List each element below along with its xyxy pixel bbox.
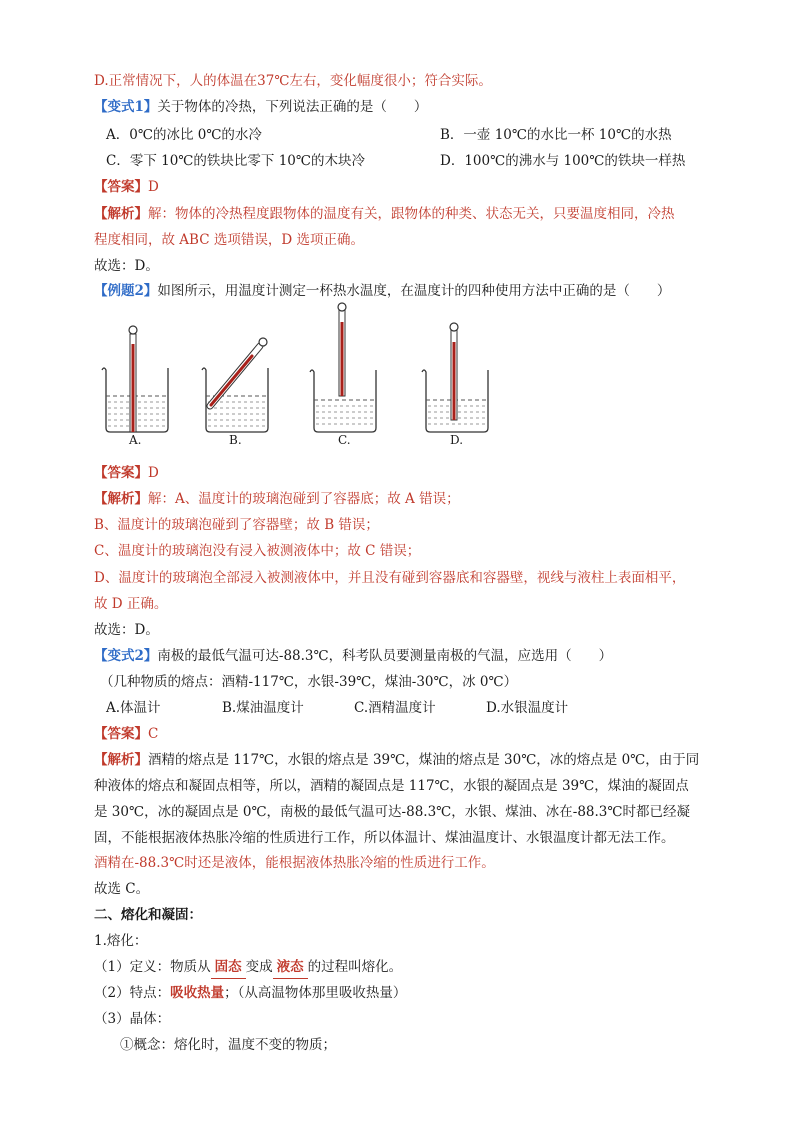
bianshi1-conclusion: 故选：D。 bbox=[94, 258, 159, 274]
bianshi2-question bbox=[94, 645, 612, 667]
feature-red: 吸收热量 bbox=[170, 985, 225, 1001]
liti2-question bbox=[94, 280, 670, 302]
prev-analysis-d-text: D.正常情况下，人的体温在 bbox=[94, 73, 258, 89]
bianshi1-tag: 【变式1】 bbox=[94, 99, 158, 115]
bianshi1-question-text: 关于物体的冷热，下列说法正确的是（ ） bbox=[157, 99, 428, 115]
label-d: D. bbox=[450, 433, 464, 447]
definition-pre: （1）定义：物质从 bbox=[94, 959, 211, 975]
bianshi1-question bbox=[94, 96, 427, 118]
bianshi2-question-text: 南极的最低气温可达-88.3℃，科考队员要测量南极的气温，应选用（ ） bbox=[157, 648, 613, 664]
bianshi1-analysis-tag: 【解析】 bbox=[94, 206, 148, 222]
bianshi2-tag: 【变式2】 bbox=[94, 648, 158, 664]
section2-sub1: 1.熔化： bbox=[94, 933, 148, 949]
prev-analysis-d-red: 37℃左右，变化幅度很小；符合实际。 bbox=[257, 73, 492, 89]
definition-blank-liquid: 液态 bbox=[273, 956, 308, 979]
beaker-a bbox=[102, 326, 168, 447]
liti2-analysis-d1: D、温度计的玻璃泡全部浸入被测液体中，并且没有碰到容器底和容器壁，视线与液柱上表面相平， bbox=[94, 570, 686, 586]
bianshi2-note: （几种物质的熔点：酒精-117℃，水银-39℃，煤油-30℃，冰 0℃） bbox=[100, 674, 518, 690]
bianshi1-answer bbox=[94, 176, 159, 198]
definition-post: 的过程叫熔化。 bbox=[307, 959, 403, 975]
bianshi2-analysis-4: 固，不能根据液体热胀冷缩的性质进行工作，所以体温计、煤油温度计、水银温度计都无法工作。 bbox=[94, 830, 675, 846]
bianshi2-analysis-3: 是 30℃，冰的凝固点是 0℃，南极的最低气温可达-88.3℃，水银、煤油、冰在-88.3℃时都已经凝 bbox=[94, 804, 690, 820]
bianshi1-analysis-text-1: 解：物体的冷热程度跟物体的温度有关，跟物体的种类、状态无关，只要温度相同，冷热 bbox=[148, 206, 675, 222]
liti2-analysis-a bbox=[94, 488, 460, 510]
section2-heading: 二、熔化和凝固： bbox=[94, 907, 202, 923]
bianshi2-option-d: D.水银温度计 bbox=[486, 700, 569, 716]
section2-feature bbox=[94, 982, 406, 1004]
section2-concept: ①概念：熔化时，温度不变的物质； bbox=[120, 1037, 336, 1053]
bianshi2-analysis-2: 种液体的熔点和凝固点相等，所以，酒精的凝固点是 117℃，水银的凝固点是 39℃，煤油的凝固点 bbox=[94, 778, 689, 794]
bianshi2-analysis-1 bbox=[94, 749, 699, 771]
label-c: C. bbox=[338, 433, 351, 447]
liti2-question-text: 如图所示，用温度计测定一杯热水温度，在温度计的四种使用方法中正确的是（ ） bbox=[157, 283, 671, 299]
liti2-answer-tag: 【答案】 bbox=[94, 465, 148, 481]
liti2-tag: 【例题2】 bbox=[94, 283, 158, 299]
bianshi2-option-b: B.煤油温度计 bbox=[222, 700, 304, 716]
bianshi2-option-a: A.体温计 bbox=[106, 700, 161, 716]
liti2-analysis-b: B、温度计的玻璃泡碰到了容器壁；故 B 错误； bbox=[94, 517, 379, 533]
bianshi1-analysis-2: 程度相同，故 ABC 选项错误，D 选项正确。 bbox=[94, 232, 364, 248]
bianshi1-option-d: D．100℃的沸水与 100℃的铁块一样热 bbox=[440, 153, 686, 169]
bianshi1-answer-value: D bbox=[148, 179, 159, 195]
label-a: A. bbox=[129, 433, 142, 447]
section2-crystal: （3）晶体： bbox=[94, 1011, 171, 1027]
prev-analysis-d bbox=[94, 70, 492, 92]
label-b: B. bbox=[229, 433, 242, 447]
liti2-answer-value: D bbox=[148, 465, 159, 481]
bianshi2-analysis-text-1: 酒精的熔点是 117℃，水银的熔点是 39℃，煤油的熔点是 30℃，冰的熔点是 0℃，由于同 bbox=[148, 752, 700, 768]
liti2-conclusion: 故选：D。 bbox=[94, 622, 159, 638]
feature-post: ；（从高温物体那里吸收热量） bbox=[224, 985, 407, 1001]
bianshi2-answer-tag: 【答案】 bbox=[94, 726, 148, 742]
beaker-b bbox=[202, 338, 268, 447]
bianshi1-option-a: A．0℃的冰比 0℃的水冷 bbox=[106, 127, 262, 143]
bianshi1-option-b: B．一壶 10℃的水比一杯 10℃的水热 bbox=[440, 127, 672, 143]
feature-pre: （2）特点： bbox=[94, 985, 171, 1001]
beaker-d bbox=[422, 323, 488, 447]
definition-mid: 变成 bbox=[245, 959, 273, 975]
bianshi2-answer-value: C bbox=[148, 726, 159, 742]
bianshi2-analysis-5: 酒精在-88.3℃时还是液体，能根据液体热胀冷缩的性质进行工作。 bbox=[94, 855, 495, 871]
liti2-analysis-a-text: 解：A、温度计的玻璃泡碰到了容器底；故 A 错误； bbox=[148, 491, 460, 507]
bianshi2-analysis-tag: 【解析】 bbox=[94, 752, 148, 768]
bianshi1-analysis-1 bbox=[94, 203, 675, 225]
bianshi1-option-c: C．零下 10℃的铁块比零下 10℃的木块冷 bbox=[106, 153, 365, 169]
bianshi2-answer bbox=[94, 723, 158, 745]
liti2-analysis-d2: 故 D 正确。 bbox=[94, 596, 168, 612]
thermometer-figure bbox=[94, 300, 494, 450]
section2-definition bbox=[94, 956, 402, 979]
bianshi2-conclusion: 故选 C。 bbox=[94, 881, 150, 897]
beaker-c bbox=[310, 303, 376, 447]
liti2-analysis-c: C、温度计的玻璃泡没有浸入被测液体中；故 C 错误； bbox=[94, 543, 421, 559]
definition-blank-solid: 固态 bbox=[211, 956, 246, 979]
bianshi1-answer-tag: 【答案】 bbox=[94, 179, 148, 195]
liti2-analysis-tag: 【解析】 bbox=[94, 491, 148, 507]
bianshi2-option-c: C.酒精温度计 bbox=[354, 700, 436, 716]
liti2-answer bbox=[94, 462, 159, 484]
